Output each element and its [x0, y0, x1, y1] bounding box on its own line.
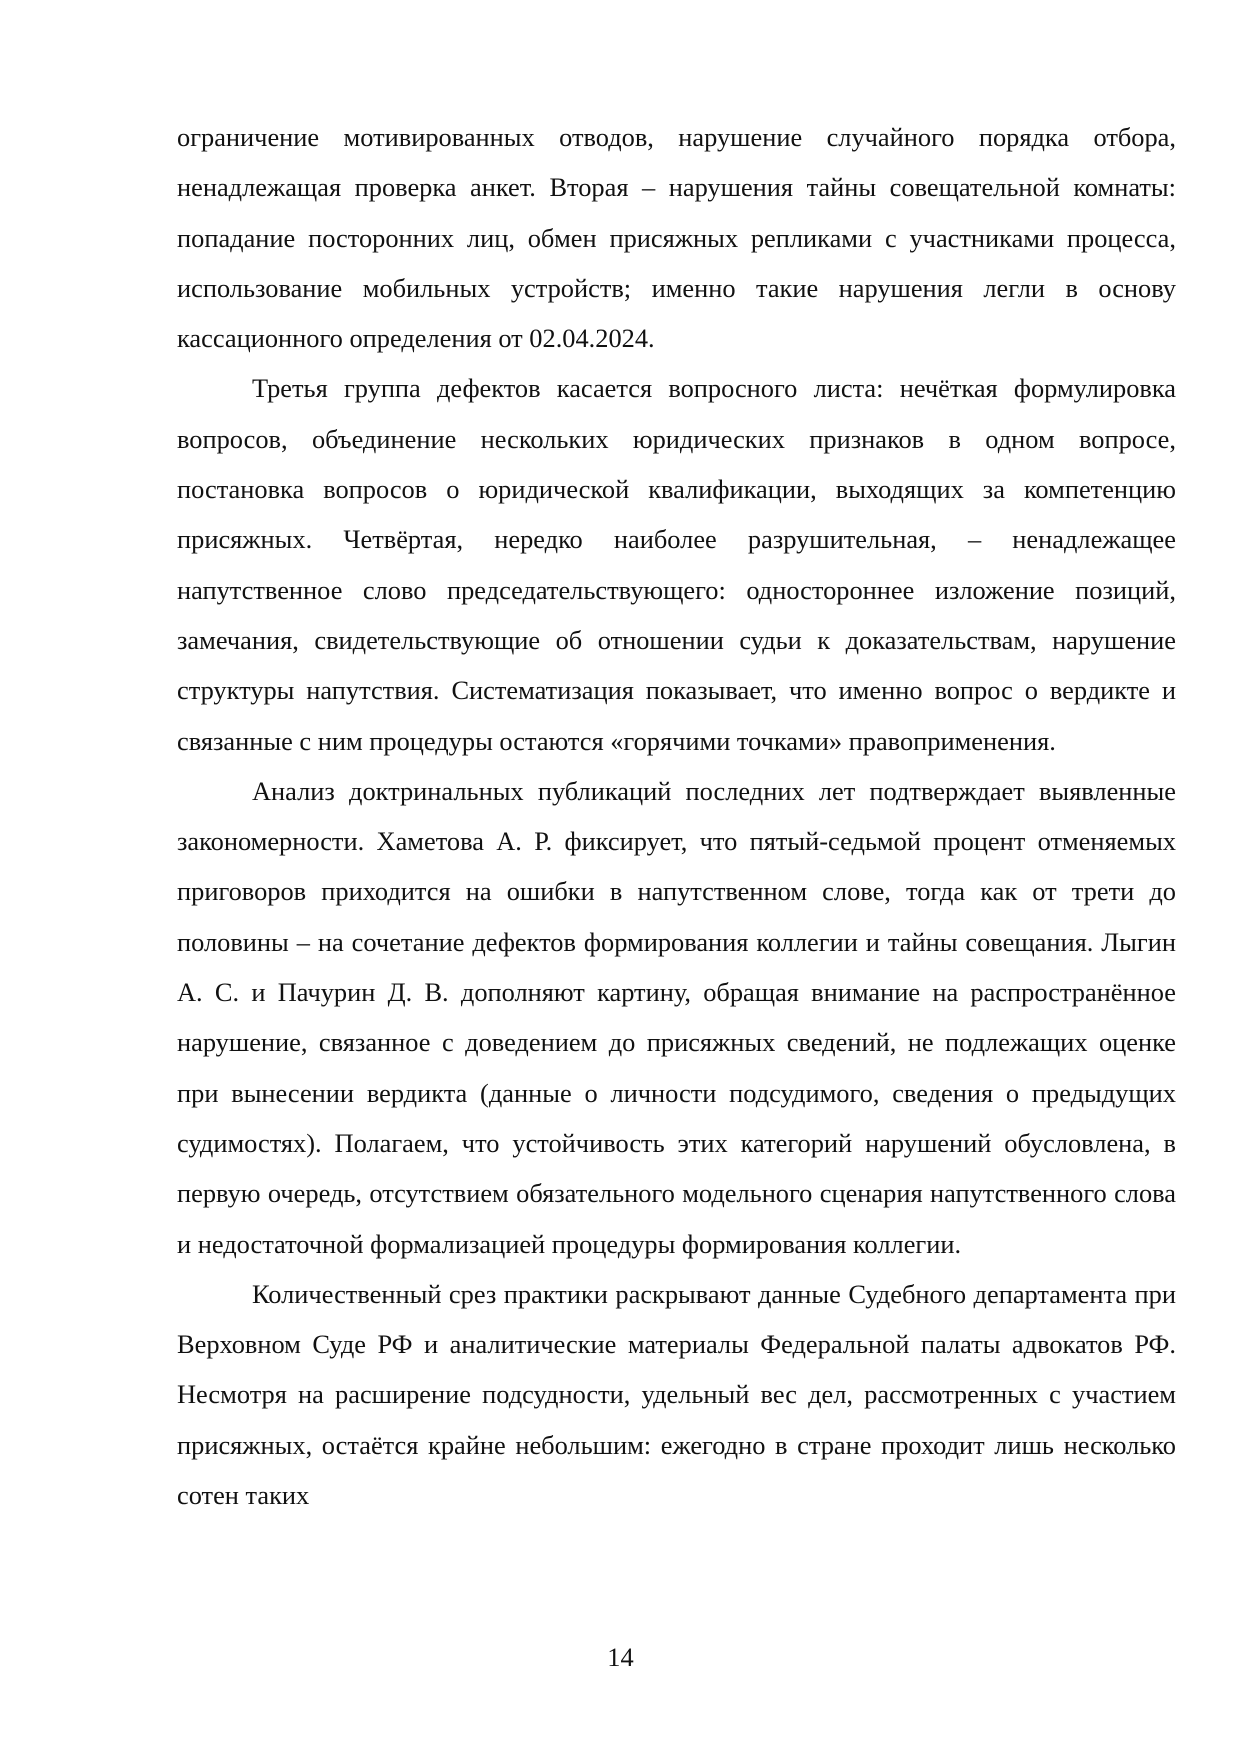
- paragraph-quantitative-section: Количественный срез практики раскрывают данные Судебного департамента при Верховном Суде РФ и аналитические материалы Федеральной палаты адвокатов РФ. Несмотря на расширение подсудности, удельный вес дел, рассмотренных с участием присяжных, остаётся крайне небольшим: ежегодно в стране проходит лишь несколько сотен таких: [177, 1278, 1176, 1511]
- page-number: 14: [607, 1642, 634, 1672]
- body-text: [177, 112, 1176, 1520]
- paragraph-doctrinal-analysis: Анализ доктринальных публикаций последних лет подтверждает выявленные закономерности. Хаметова А. Р. фиксирует, что пятый-седьмой процент отменяемых приговоров приходится на ошибки в напутственном слове, тогда как от трети до половины – на сочетание дефектов формирования коллегии и тайны совещания. Лыгин А. С. и Пачурин Д. В. дополняют картину, обращая внимание на распространённое нарушение, связанное с доведением до присяжных сведений, не подлежащих оценке при вынесении вердикта (данные о личности подсудимого, сведения о предыдущих судимостях). Полагаем, что устойчивость этих категорий нарушений обусловлена, в первую очередь, отсутствием обязательного модельного сценария напутственного слова и недостаточной формализацией процедуры формирования коллегии.: [177, 775, 1176, 1259]
- paragraph-continuation: ограничение мотивированных отводов, нарушение случайного порядка отбора, ненадлежащая проверка анкет. Вторая – нарушения тайны совещательной комнаты: попадание посторонних лиц, обмен присяжных репликами с участниками процесса, использование мобильных устройств; именно такие нарушения легли в основу кассационного определения от 02.04.2024.: [177, 122, 1176, 354]
- paragraph-third-group: Третья группа дефектов касается вопросного листа: нечёткая формулировка вопросов, объединение нескольких юридических признаков в одном вопросе, постановка вопросов о юридической квалификации, выходящих за компетенцию присяжных. Четвёртая, нередко наиболее разрушительная, – ненадлежащее напутственное слово председательствующего: одностороннее изложение позиций, замечания, свидетельствующие об отношении судьи к доказательствам, нарушение структуры напутствия. Систематизация показывает, что именно вопрос о вердикте и связанные с ним процедуры остаются «горячими точками» правоприменения.: [177, 373, 1176, 756]
